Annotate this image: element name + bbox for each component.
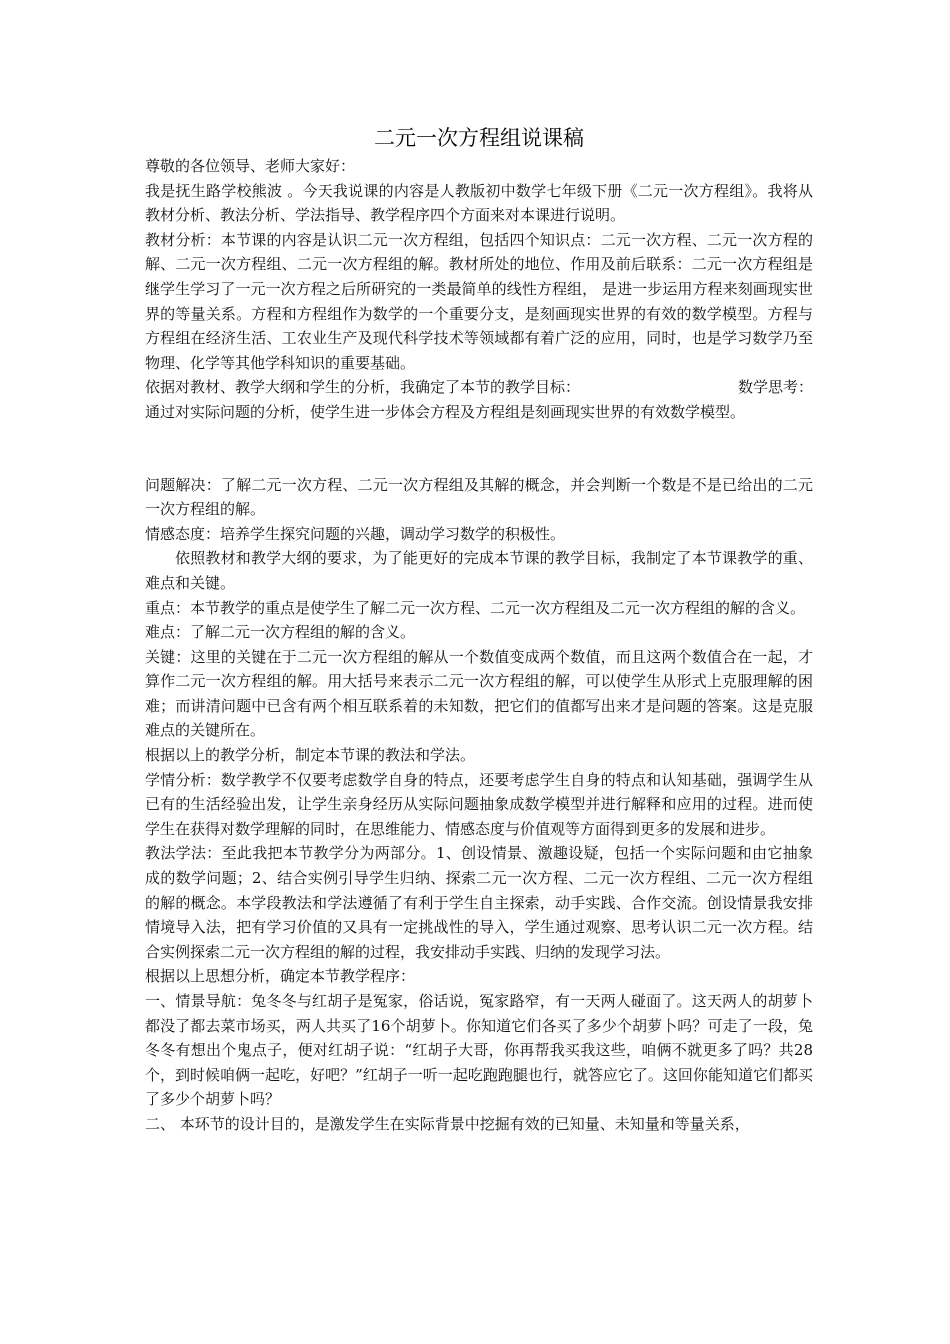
- teaching-goal-line: [145, 375, 813, 400]
- teaching-method-paragraph: 教法学法：至此我把本节教学分为两部分。1、创设情景、激趣设疑，包括一个实际问题和由它抽象成的数学问题；2、结合实例引导学生归纳、探索二元一次方程、二元一次方程组、二元一次方程组的解的概念。本学段教法和学法遵循了有利于学生自主探索，动手实践、合作交流。创设情景我安排情境导入法，把有学习价值的又具有一定挑战性的导入，学生通过观察、思考认识二元一次方程。结合实例探索二元一次方程组的解的过程，我安排动手实践、归纳的发现学习法。: [145, 844, 813, 961]
- step-two-paragraph: 二、 本环节的设计目的，是激发学生在实际背景中挖掘有效的已知量、未知量和等量关系，: [145, 1114, 750, 1133]
- textbook-analysis-paragraph: 教材分析：本节课的内容是认识二元一次方程组，包括四个知识点：二元一次方程、二元一次方程的解、二元一次方程组、二元一次方程组的解。教材所处的地位、作用及前后联系：二元一次方程组是继学生学习了一元一次方程之后所研究的一类最简单的线性方程组， 是进一步运用方程来刻画现实世界的等量关系。方程和方程组作为数学的一个重要分支，是刻画现实世界的有效的数学模型。方程与方程组在经济生活、工农业生产及现代科学技术等领域都有着广泛的应用，同时，也是学习数学乃至物理、化学等其他学科知识的重要基础。: [145, 230, 813, 372]
- blank-space: [145, 425, 813, 473]
- key-points-intro-paragraph: 依照教材和教学大纲的要求，为了能更好的完成本节课的教学目标，我制定了本节课教学的重、难点和关键。: [145, 549, 813, 592]
- greeting-paragraph: 尊敬的各位领导、老师大家好：: [145, 157, 356, 175]
- page-title: 二元一次方程组说课稿: [374, 126, 584, 150]
- focus-paragraph: 重点：本节教学的重点是使学生了解二元一次方程、二元一次方程组及二元一次方程组的解的含义。: [145, 598, 806, 617]
- math-thinking-paragraph: 通过对实际问题的分析，使学生进一步体会方程及方程组是刻画现实世界的有效数学模型。: [145, 402, 746, 421]
- method-intro-paragraph: 根据以上的教学分析，制定本节课的教法和学法。: [145, 746, 476, 765]
- math-thinking-label: 数学思考：: [737, 378, 813, 397]
- document-body: [145, 122, 813, 1137]
- key-paragraph: 关键：这里的关键在于二元一次方程组的解从一个数值变成两个数值，而且这两个数值合在一起，才算作二元一次方程组的解。用大括号来表示二元一次方程组的解，可以使学生从形式上克服理解的困难；而讲清问题中已含有两个相互联系着的未知数，把它们的值都写出来才是问题的答案。这是克服难点的关键所在。: [145, 647, 813, 740]
- procedure-intro-paragraph: 根据以上思想分析，确定本节教学程序：: [145, 967, 416, 986]
- step-one-paragraph: 一、情景导航：兔冬冬与红胡子是冤家，俗话说，冤家路窄，有一天两人碰面了。这天两人的胡萝卜都没了都去菜市场买，两人共买了16个胡萝卜。你知道它们各买了多少个胡萝卜吗？可走了一段，兔冬冬有想出个鬼点子，便对红胡子说：“红胡子大哥，你再帮我买我这些，咱俩不就更多了吗？共28个，到时候咱俩一起吃，好吧？”红胡子一听一起吃跑跑腿也行，就答应它了。这回你能知道它们都买了多少个胡萝卜吗？: [145, 992, 813, 1109]
- problem-solving-paragraph: 问题解决：了解二元一次方程、二元一次方程组及其解的概念，并会判断一个数是不是已给出的二元一次方程组的解。: [145, 475, 813, 519]
- difficulty-paragraph: 难点：了解二元一次方程组的解的含义。: [145, 623, 416, 642]
- emotion-paragraph: 情感态度：培养学生探究问题的兴趣，调动学习数学的积极性。: [145, 524, 566, 543]
- teaching-goal-intro: 依据对教材、教学大纲和学生的分析，我确定了本节的教学目标：: [145, 378, 581, 397]
- intro-paragraph: 我是抚生路学校熊波 。今天我说课的内容是人教版初中数学七年级下册《二元一次方程组》。我将从教材分析、教法分析、学法指导、教学程序四个方面来对本课进行说明。: [145, 181, 813, 225]
- student-analysis-paragraph: 学情分析：数学教学不仅要考虑数学自身的特点，还要考虑学生自身的特点和认知基础，强调学生从已有的生活经验出发，让学生亲身经历从实际问题抽象成数学模型并进行解释和应用的过程。进而使学生在获得对数学理解的同时，在思维能力、情感态度与价值观等方面得到更多的发展和进步。: [145, 770, 813, 838]
